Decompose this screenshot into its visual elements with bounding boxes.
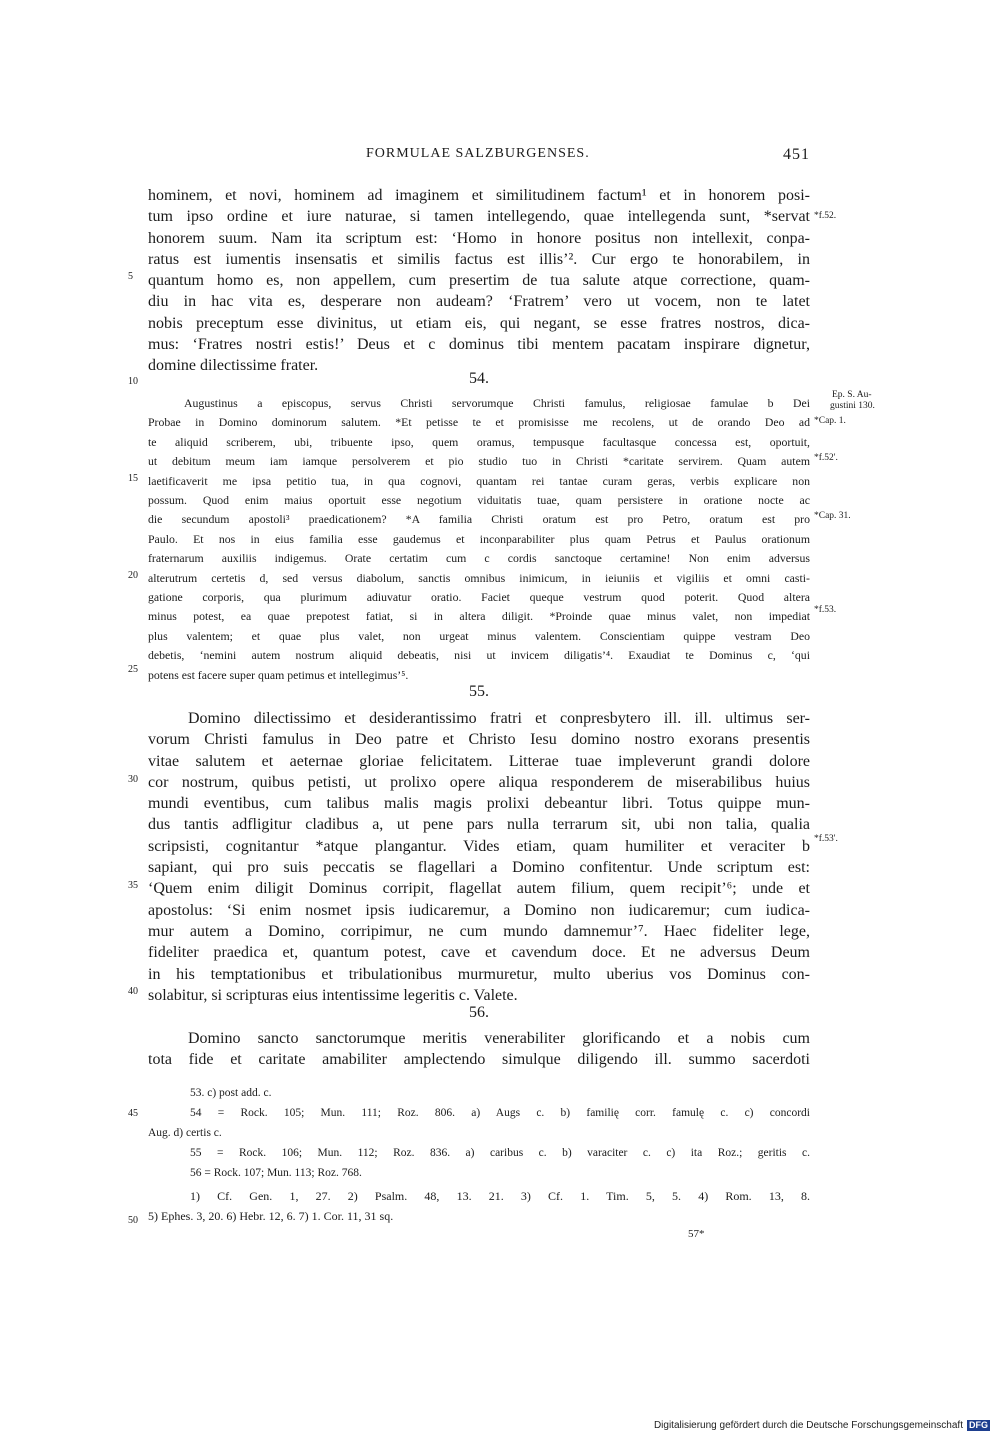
text-line: hominem, et novi, hominem ad imaginem et similitudinem factum¹ et in honorem posi- [148, 187, 810, 204]
line-number: 45 [128, 1108, 138, 1119]
text-line: apostolus: ‘Si enim nosmet ipsis iudicaremur, a Domino non iudicaremur; cum iudica- [148, 901, 810, 919]
text-line: fraternarum auxiliis indigemus. Orate certatim cum c cordis sanctoque certamine! Non enim adversus [148, 551, 810, 566]
text-line: diu in hac vita es, desperare non audeam? ‘Fratrem’ vero ut vocem, non te latet [148, 293, 810, 311]
text-line: solabitur, si scripturas eius intentissime legeritis c. Valete. [148, 986, 518, 1004]
line-number: 25 [128, 664, 138, 675]
formula-53-ending [148, 185, 810, 377]
text-line: die secundum apostoli³ praedicationem? *A familia Christi oratum est pro Petro, oratum est pro [148, 512, 810, 527]
margin-note: Ep. S. Au- [832, 390, 872, 400]
text-line: tum ipso ordine et iure naturae, si tamen intellegendo, quae intellegenda sunt, *servat [148, 208, 810, 226]
text-line: domine dilectissime frater. [148, 357, 319, 375]
line-number: 20 [128, 570, 138, 581]
text-line: Domino dilectissimo et desiderantissimo fratri et conpresbytero ill. ill. ultimus ser- [188, 710, 810, 727]
text-line: in his temptationibus et tribulationibus murmuretur, multo uberius vos Dominus con- [148, 965, 810, 983]
apparatus-line: 55 = Rock. 106; Mun. 112; Roz. 836. a) caribus c. b) varaciter c. c) ita Roz.; geritis c. [190, 1147, 810, 1159]
formula-55-text [148, 708, 810, 1006]
text-line: scripsisti, cognitantur *atque plangantur. Vides etiam, quam humiliter et veraciter b [148, 837, 810, 855]
text-line: nobis preceptum esse divinitus, ut etiam eis, qui negant, se esse fratres nostros, dica- [148, 314, 810, 332]
text-line: laetificaverit me ipsa petitio tua, in qua cognovi, quantam rei tantae curam geras, verbis explicare non [148, 473, 810, 488]
margin-note: *Cap. 1. [814, 416, 846, 426]
text-line: ut debitum meum iam iamque persolverem et pio studio tuo in Christi *caritate servirem. Quam autem [148, 454, 810, 469]
margin-note: *f.52. [814, 211, 837, 221]
text-line: minus potest, ea quae prepotest fatiat, si in altera diligit. *Proinde quae minus valet, non impediat [148, 609, 810, 624]
text-line: dus tantis adfligitur cladibus a, ut pene pars nulla terrarum sit, ubi non talia, qualia [148, 816, 810, 834]
apparatus-line: 56 = Rock. 107; Mun. 113; Roz. 768. [190, 1167, 362, 1179]
line-number: 30 [128, 774, 138, 785]
line-number: 50 [128, 1215, 138, 1226]
apparatus-line: Aug. d) certis c. [148, 1127, 222, 1139]
margin-note: *Cap. 31. [814, 511, 851, 521]
critical-apparatus [148, 1083, 810, 1183]
formula-number-56: 56. [469, 1004, 489, 1021]
text-line: debetis, ‘nemini autem nostrum aliquid debeatis, nisi ut invicem diligatis’⁴. Exaudiat te Dominus c, ‘qui [148, 648, 810, 663]
line-number: 35 [128, 880, 138, 891]
text-line: Probae in Domino dominorum salutem. *Et petisse te et promisisse me recolens, ut de orando Deo ad [148, 415, 810, 430]
credit-text: Digitalisierung gefördert durch die Deutsche Forschungsgemeinschaft [653, 1419, 963, 1431]
source-notes [148, 1186, 810, 1226]
text-line: sapiant, qui pro suis peccatis se flagellari a Domino confitentur. Unde scriptum est: [148, 859, 810, 877]
digitization-credit [654, 1419, 990, 1431]
line-number: 5 [128, 271, 133, 282]
text-line: Domino sancto sanctorumque meritis venerabiliter glorificando et a nobis cum [188, 1030, 810, 1047]
text-line: honorem suum. Nam ita scriptum est: ‘Homo in honore positus non intellexit, conpa- [148, 229, 810, 247]
line-number: 40 [128, 986, 138, 997]
text-line: vorum Christi famulus in Deo patre et Christo Iesu domino nostro exorans presentis [148, 731, 810, 749]
formula-number-54: 54. [469, 370, 489, 387]
text-line: fideliter praedica et, quantum potest, cave et cavendum doce. Et ne adversus Deum [148, 944, 810, 962]
text-line: tota fide et caritate amabiliter amplectendo simulque diligendo ill. summo sacerdoti [148, 1051, 810, 1069]
page-number: 451 [783, 146, 810, 163]
margin-note: gustini 130. [830, 401, 875, 411]
text-line: mundi eventibus, cum talibus malis magis prolixi debeantur libri. Totus quippe mun- [148, 795, 810, 813]
text-line: possum. Quod enim maius oportuit esse negotium viduitatis tuae, quam persistere in oratione nocte ac [148, 493, 810, 508]
source-line: 1) Cf. Gen. 1, 27. 2) Psalm. 48, 13. 21. 3) Cf. 1. Tim. 5, 5. 4) Rom. 13, 8. [190, 1189, 810, 1203]
text-line: quantum homo es, non appellem, cum presertim de tua salute atque correctione, quam- [148, 272, 810, 290]
margin-note: *f.52'. [814, 453, 838, 463]
text-line: Paulo. Et nos in eius familia esse gaudemus et inconparabiliter plus quam Petrus et Paulus orationum [148, 531, 810, 546]
text-line: ‘Quem enim diligit Dominus corripit, flagellat autem filium, quem recipit’⁶; unde et [148, 880, 810, 898]
line-number: 10 [128, 376, 138, 387]
apparatus-line: 54 = Rock. 105; Mun. 111; Roz. 806. a) Augs c. b) familię corr. famulę c. c) concordi [190, 1107, 810, 1119]
text-line: plus valentem; et quae plus valet, non urgeat minus valentem. Conscientiam quippe vestram Deo [148, 628, 810, 643]
text-line: cor nostrum, quibus petisti, ut prolixo opere aliqua responderem de miserabilibus huius [148, 773, 810, 791]
formula-56-text [148, 1028, 810, 1071]
margin-note: *f.53. [814, 605, 837, 615]
text-line: ratus est iumentis insensatis et similis factus est illis’². Cur ergo te honorabilem, in [148, 250, 810, 268]
text-line: te aliquid scriberem, ubi, tribuente ipso, quem oramus, tempusque facultasque concessa est, oportuit, [148, 434, 810, 449]
signature-mark: 57* [688, 1228, 705, 1240]
text-line: gatione corporis, qua plurimum adiuvatur oratio. Faciet queque vestrum quod poterit. Quod altera [148, 590, 810, 605]
text-line: potens est facere super quam petimus et intellegimus’⁵. [148, 667, 409, 682]
source-line: 5) Ephes. 3, 20. 6) Hebr. 12, 6. 7) 1. Cor. 11, 31 sq. [148, 1209, 394, 1223]
text-line: mus: ‘Fratres nostri estis!’ Deus et c dominus tibi mentem pacatam inspirare dignetur, [148, 336, 810, 354]
text-line: alterutrum certetis d, sed versus diabolum, sanctis omnibus inimicum, in ieiuniis et vigiliis et omni casti- [148, 570, 810, 585]
margin-note: *f.53'. [814, 834, 838, 844]
running-title: FORMULAE SALZBURGENSES. [366, 146, 590, 161]
text-line: mur autem a Domino, corripimur, ne cum mundo damnemur’⁷. Haec fideliter lege, [148, 922, 810, 940]
formula-54-text [148, 394, 810, 685]
dfg-logo: DFG [969, 1419, 988, 1430]
text-line: vitae salutem et aeternae gloriae felicitatem. Litterae tuae impleverunt grandi dolore [148, 752, 810, 770]
line-number: 15 [128, 473, 138, 484]
text-line: Augustinus a episcopus, servus Christi servorumque Christi famulus, religiosae famulae b Dei [184, 396, 810, 410]
formula-number-55: 55. [469, 683, 489, 700]
apparatus-line: 53. c) post add. c. [190, 1087, 272, 1099]
